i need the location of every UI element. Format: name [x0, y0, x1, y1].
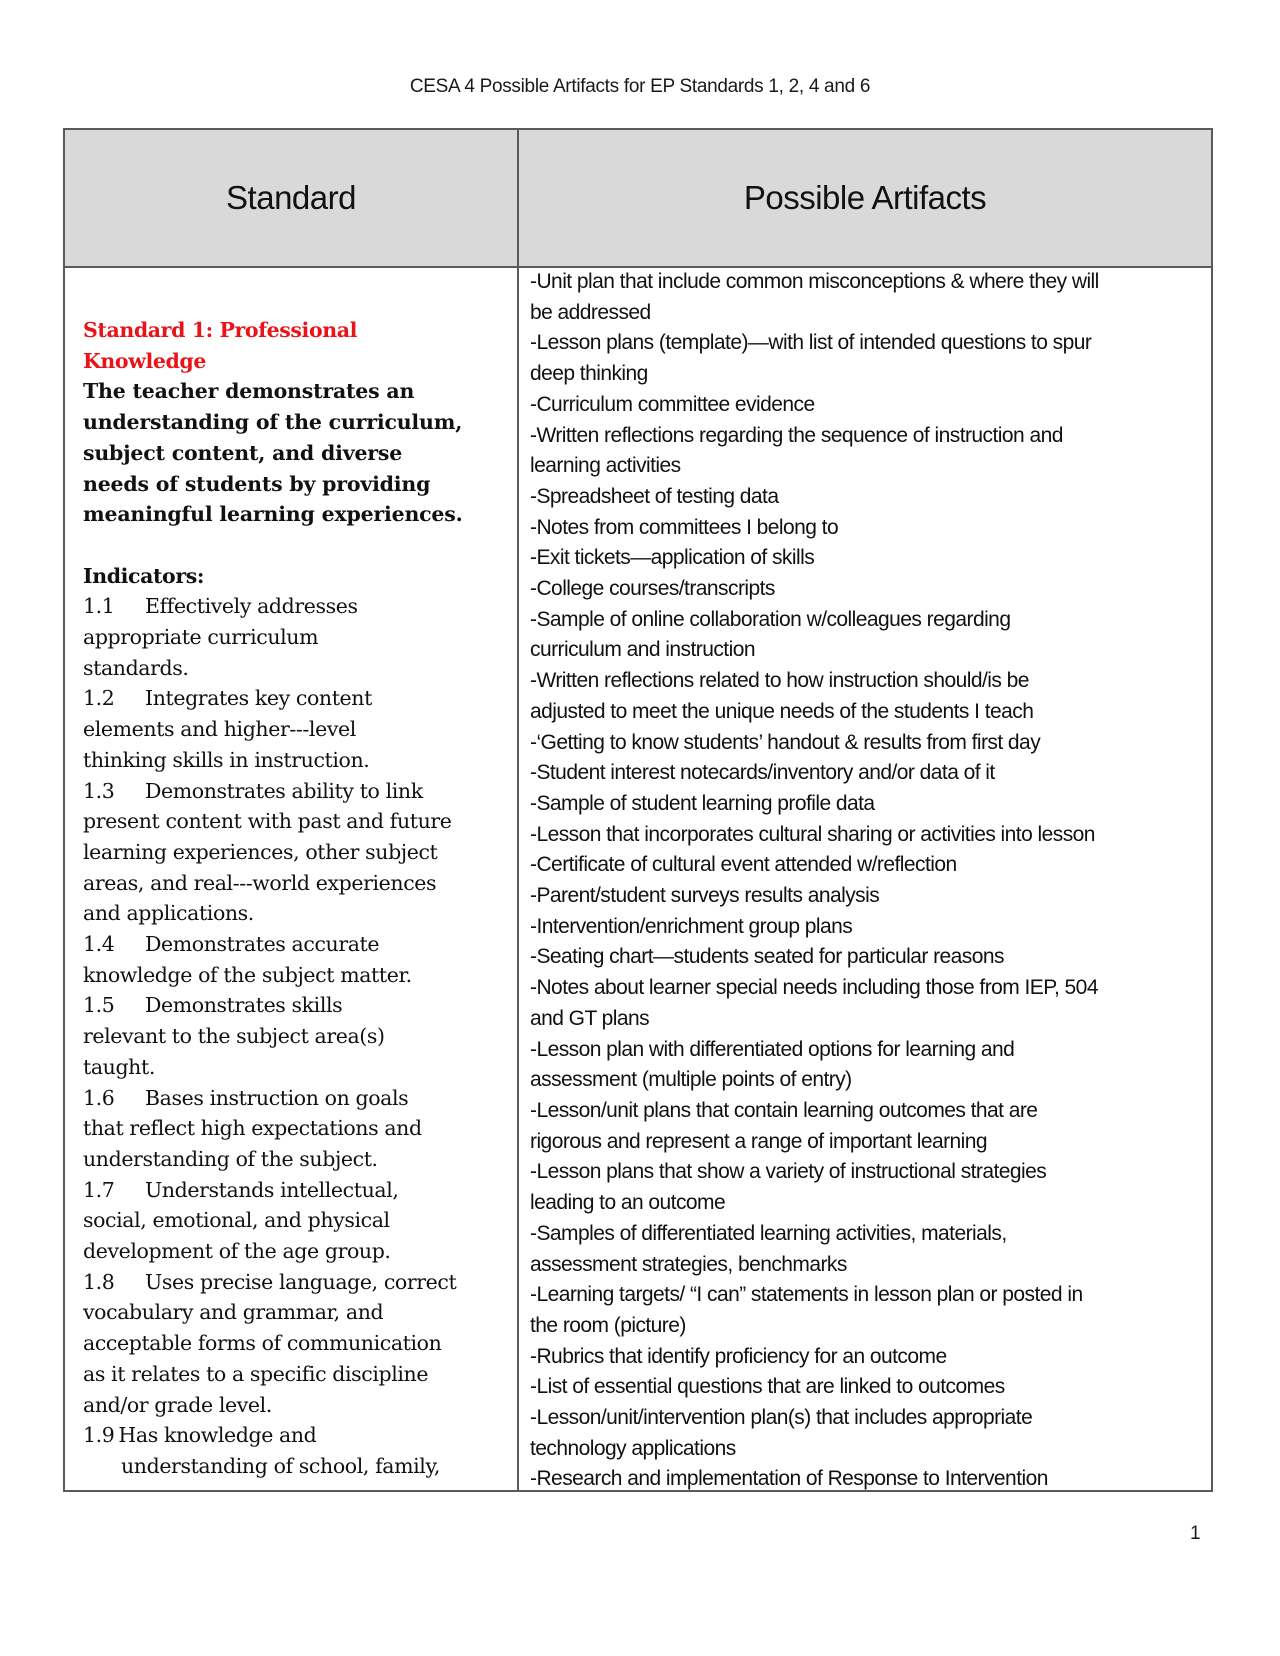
indicator-text: social, emotional, and physical — [83, 1208, 390, 1233]
artifact-line: -Lesson/unit plans that contain learning outcomes that are — [530, 1098, 1038, 1122]
indicator-text: knowledge of the subject matter. — [83, 962, 412, 987]
artifact-line: assessment strategies, benchmarks — [530, 1252, 847, 1276]
indicator-text: appropriate curriculum — [83, 625, 319, 650]
artifact-line: technology applications — [530, 1436, 736, 1460]
indicator-text: areas, and real---world experiences — [83, 870, 437, 895]
description-line: meaningful learning experiences. — [83, 502, 463, 527]
artifact-line: -‘Getting to know students’ handout & results from first day — [530, 730, 1041, 754]
artifact-line: assessment (multiple points of entry) — [530, 1068, 852, 1092]
artifact-line: -Seating chart—students seated for particular reasons — [530, 945, 1004, 969]
indicator-text: learning experiences, other subject — [83, 839, 438, 864]
indicator-text: Demonstrates skills — [145, 993, 343, 1018]
indicator-1-3 — [83, 776, 513, 930]
artifact-line: -Research and implementation of Response to Intervention — [530, 1467, 1048, 1491]
standard-title-line: Standard 1: Professional — [83, 318, 357, 342]
indicator-number: 1.5 — [83, 993, 115, 1018]
artifact-line: -Unit plan that include common misconceptions & where they will — [530, 270, 1099, 293]
artifact-line: -Written reflections related to how instruction should/is be — [530, 669, 1029, 693]
page-number: 1 — [1190, 1523, 1201, 1544]
artifact-line: and GT plans — [530, 1006, 650, 1030]
indicator-text: present content with past and future — [83, 809, 452, 834]
indicator-text: as it relates to a specific discipline — [83, 1361, 429, 1386]
indicator-text: taught. — [83, 1054, 155, 1079]
artifact-line: deep thinking — [530, 362, 648, 386]
artifact-line: -Certificate of cultural event attended w/reflection — [530, 853, 957, 877]
indicator-text: understanding of school, family, — [121, 1454, 441, 1478]
document-title: CESA 4 Possible Artifacts for EP Standards 1, 2, 4 and 6 — [409, 76, 871, 97]
indicator-text: that reflect high expectations and — [83, 1116, 422, 1141]
indicator-text: Uses precise language, correct — [145, 1269, 457, 1294]
header-possible-artifacts: Possible Artifacts — [743, 179, 987, 216]
indicator-text: Bases instruction on goals — [145, 1085, 409, 1110]
description-line: subject content, and diverse — [83, 440, 403, 465]
indicators-heading: Indicators: — [83, 563, 205, 588]
indicator-text: Demonstrates ability to link — [145, 778, 423, 803]
artifact-line: adjusted to meet the unique needs of the students I teach — [530, 699, 1034, 723]
indicator-text: vocabulary and grammar, and — [83, 1300, 384, 1325]
artifact-line: -List of essential questions that are linked to outcomes — [530, 1375, 1005, 1399]
indicator-1-2 — [83, 683, 513, 775]
artifact-line: -Notes from committees I belong to — [530, 515, 839, 539]
artifact-line: -Sample of online collaboration w/colleagues regarding — [530, 607, 1011, 631]
indicator-text: Understands intellectual, — [145, 1177, 399, 1202]
indicator-text: elements and higher---level — [83, 717, 356, 742]
artifact-line: -College courses/transcripts — [530, 577, 775, 601]
artifact-line: leading to an outcome — [530, 1191, 726, 1215]
artifact-line: -Sample of student learning profile data — [530, 791, 875, 815]
artifact-line: -Lesson plans (template)—with list of intended questions to spur — [530, 331, 1092, 355]
artifact-line: -Intervention/enrichment group plans — [530, 914, 853, 938]
standard-description — [83, 376, 513, 530]
artifact-line: -Samples of differentiated learning activities, materials, — [530, 1221, 1007, 1245]
indicator-number: 1.4 — [83, 932, 115, 957]
indicator-text: acceptable forms of communication — [83, 1331, 442, 1356]
indicator-text: thinking skills in instruction. — [83, 747, 370, 772]
indicator-text: and/or grade level. — [83, 1392, 272, 1417]
artifact-line: -Exit tickets—application of skills — [530, 546, 815, 570]
description-line: The teacher demonstrates an — [83, 379, 415, 404]
artifact-line: -Lesson/unit/intervention plan(s) that includes appropriate — [530, 1406, 1033, 1430]
description-line: needs of students by providing — [83, 471, 431, 496]
artifact-line: -Parent/student surveys results analysis — [530, 884, 880, 908]
artifact-line: -Notes about learner special needs including those from IEP, 504 — [530, 976, 1098, 1000]
indicator-text: understanding of the subject. — [83, 1146, 378, 1171]
artifact-line: -Spreadsheet of testing data — [530, 484, 779, 508]
indicator-number: 1.2 — [83, 686, 115, 711]
description-line: understanding of the curriculum, — [83, 410, 463, 435]
artifact-line: -Rubrics that identify proficiency for an outcome — [530, 1344, 947, 1368]
artifact-line: -Lesson plan with differentiated options for learning and — [530, 1037, 1015, 1061]
artifact-line: -Student interest notecards/inventory and/or data of it — [530, 761, 995, 785]
artifact-line: rigorous and represent a range of important learning — [530, 1129, 988, 1153]
indicator-number: 1.7 — [83, 1177, 115, 1202]
indicator-1-5 — [83, 990, 513, 1082]
artifact-line: be addressed — [530, 300, 651, 324]
indicator-text: relevant to the subject area(s) — [83, 1024, 385, 1049]
indicator-number: 1.6 — [83, 1085, 115, 1110]
indicator-1-9 — [83, 1420, 513, 1481]
indicator-1-6 — [83, 1083, 513, 1175]
indicator-1-4 — [83, 929, 513, 990]
indicator-number: 1.8 — [83, 1269, 115, 1294]
indicator-text: and applications. — [83, 901, 254, 926]
indicator-number: 1.3 — [83, 778, 115, 803]
indicator-1-8 — [83, 1267, 513, 1421]
indicator-text: development of the age group. — [83, 1239, 391, 1264]
artifacts-table — [63, 128, 1213, 1492]
standard-cell — [83, 315, 513, 1482]
column-divider — [517, 130, 519, 1490]
artifact-line: -Lesson plans that show a variety of instructional strategies — [530, 1160, 1047, 1184]
indicator-1-1 — [83, 591, 513, 683]
table-header-row — [65, 130, 1211, 268]
artifacts-cell — [530, 267, 1210, 1495]
artifact-line: -Learning targets/ “I can” statements in lesson plan or posted in — [530, 1283, 1083, 1307]
indicator-number: 1.1 — [83, 594, 115, 619]
artifact-line: -Lesson that incorporates cultural sharing or activities into lesson — [530, 822, 1095, 846]
indicator-text: Has knowledge and — [118, 1423, 317, 1448]
indicator-number: 1.9 — [83, 1423, 115, 1448]
artifact-line: -Written reflections regarding the sequence of instruction and — [530, 423, 1063, 447]
artifact-line: -Curriculum committee evidence — [530, 392, 815, 416]
artifact-line: the room (picture) — [530, 1313, 686, 1337]
standard-title-line: Knowledge — [83, 348, 206, 373]
indicator-1-7 — [83, 1175, 513, 1267]
spacer — [83, 530, 513, 561]
indicator-text: Demonstrates accurate — [145, 932, 380, 957]
header-standard: Standard — [226, 179, 356, 216]
indicator-text: Effectively addresses — [145, 594, 358, 619]
indicator-text: Integrates key content — [145, 686, 372, 711]
indicator-text: standards. — [83, 655, 189, 680]
standard-title — [83, 315, 513, 376]
artifact-line: learning activities — [530, 454, 681, 478]
artifact-line: curriculum and instruction — [530, 638, 755, 662]
